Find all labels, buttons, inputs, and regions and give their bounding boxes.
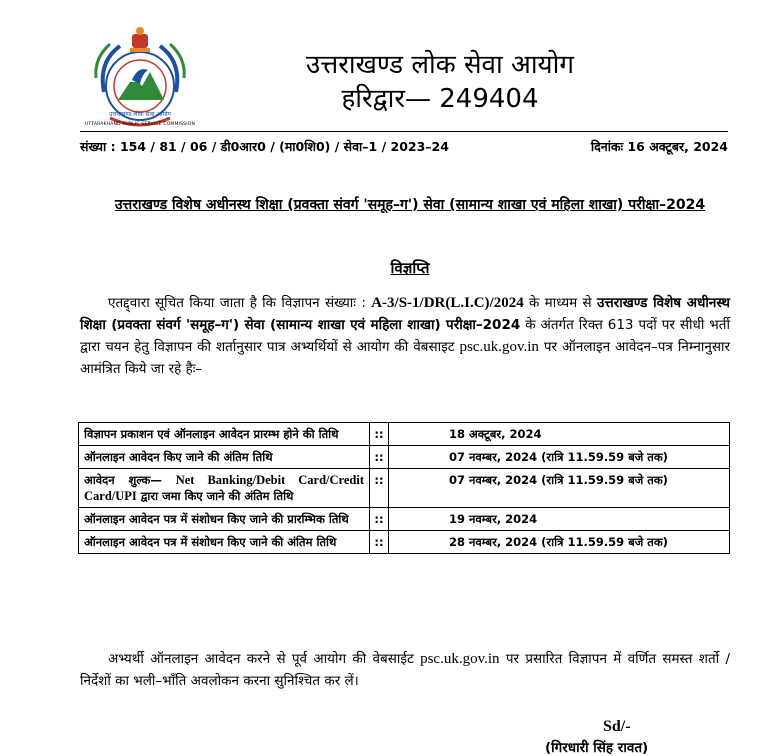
row-separator: ::	[370, 508, 389, 531]
signatory-name: (गिरधारी सिंह रावत)	[545, 740, 649, 756]
para-text-1: एतद्द्वारा सूचित किया जाता है कि विज्ञापन संख्याः :	[108, 295, 366, 311]
schedule-table	[78, 422, 730, 554]
row-separator: ::	[370, 423, 389, 446]
reference-date: दिनांकः 16 अक्टूबर, 2024	[590, 139, 728, 154]
row-value: 07 नवम्बर, 2024 (रात्रि 11.59.59 बजे तक)	[389, 446, 730, 469]
para-text-4: पर ऑनलाइन आवेदन–पत्र निम्नानुसार आमंत्रित किये जा रहे हैः–	[80, 339, 730, 377]
row-separator: ::	[370, 469, 389, 508]
fee-label-start: आवेदन शुल्क—	[84, 473, 162, 487]
fee-label-end: द्वारा जमा किए जाने की अंतिम तिथि	[140, 489, 294, 503]
row-separator: ::	[370, 446, 389, 469]
header-divider	[80, 131, 728, 132]
table-row	[79, 508, 730, 531]
row-label: ऑनलाइन आवेदन पत्र में संशोधन किए जाने की प्रारम्भिक तिथि	[79, 508, 370, 531]
signature-sd: Sd/-	[603, 718, 631, 735]
closing-paragraph	[80, 648, 730, 692]
letterhead-title	[200, 48, 680, 116]
closing-text-1: अभ्यर्थी ऑनलाइन आवेदन करने से पूर्व आयोग की वेबसाईट	[108, 651, 414, 667]
table-row	[79, 469, 730, 508]
para-text-2: के माध्यम से	[529, 295, 592, 311]
body-paragraph	[80, 292, 730, 380]
reference-number: संख्या : 154 / 81 / 06 / डी0आर0 / (मा0शि0) / सेवा–1 / 2023–24	[80, 139, 449, 154]
notice-heading: विज्ञप्ति	[390, 259, 430, 277]
row-label: ऑनलाइन आवेदन पत्र में संशोधन किए जाने की अंतिम तिथि	[79, 531, 370, 554]
table-row	[79, 531, 730, 554]
exam-name: उत्तराखण्ड विशेष अधीनस्थ शिक्षा (प्रवक्ता संवर्ग 'समूह–ग') सेवा (सामान्य शाखा एवं महिला शाखा) परीक्षा–2024	[80, 295, 731, 333]
row-value: 28 नवम्बर, 2024 (रात्रि 11.59.59 बजे तक)	[389, 531, 730, 554]
emblem-icon	[84, 22, 196, 134]
row-label	[79, 469, 370, 508]
subject: उत्तराखण्ड विशेष अधीनस्थ शिक्षा (प्रवक्ता संवर्ग 'समूह–ग') सेवा (सामान्य शाखा एवं महिला शाखा) परीक्षा–2024	[114, 197, 706, 213]
table-row	[79, 423, 730, 446]
row-value: 19 नवम्बर, 2024	[389, 508, 730, 531]
org-address: हरिद्वार— 249404	[341, 84, 539, 114]
advertisement-number: A-3/S-1/DR(L.I.C)/2024	[371, 295, 524, 311]
logo-caption: UTTARAKHAND PUBLIC SERVICE COMMISSION	[84, 122, 196, 127]
website-link[interactable]: psc.uk.gov.in	[459, 339, 539, 355]
org-name: उत्तराखण्ड लोक सेवा आयोग	[305, 50, 575, 80]
payment-methods: Net Banking/Debit Card/Credit Card/UPI	[84, 473, 364, 503]
row-value: 18 अक्टूबर, 2024	[389, 423, 730, 446]
commission-logo	[84, 22, 196, 134]
row-value: 07 नवम्बर, 2024 (रात्रि 11.59.59 बजे तक)	[389, 469, 730, 508]
reference-line	[80, 138, 728, 155]
row-label: विज्ञापन प्रकाशन एवं ऑनलाइन आवेदन प्रारम्भ होने की तिथि	[79, 423, 370, 446]
row-label: ऑनलाइन आवेदन किए जाने की अंतिम तिथि	[79, 446, 370, 469]
logo-ring-text: उत्तराखण्ड लोक सेवा आयोग	[109, 111, 171, 118]
para-text-3: के अंतर्गत रिक्त 613 पदों पर सीधी भर्ती द्वारा चयन हेतु विज्ञापन की शर्तानुसार पात्र अभ्यर्थियों से आयोग की वेबसाइट	[80, 317, 730, 355]
website-link-2[interactable]: psc.uk.gov.in	[420, 651, 500, 667]
closing-text-2: पर प्रसारित विज्ञापन में वर्णित समस्त शर्तो / निर्देशों का भली–भाँति अवलोकन करना सुनिश्चित कर लें।	[80, 651, 730, 689]
table-row	[79, 446, 730, 469]
row-separator: ::	[370, 531, 389, 554]
